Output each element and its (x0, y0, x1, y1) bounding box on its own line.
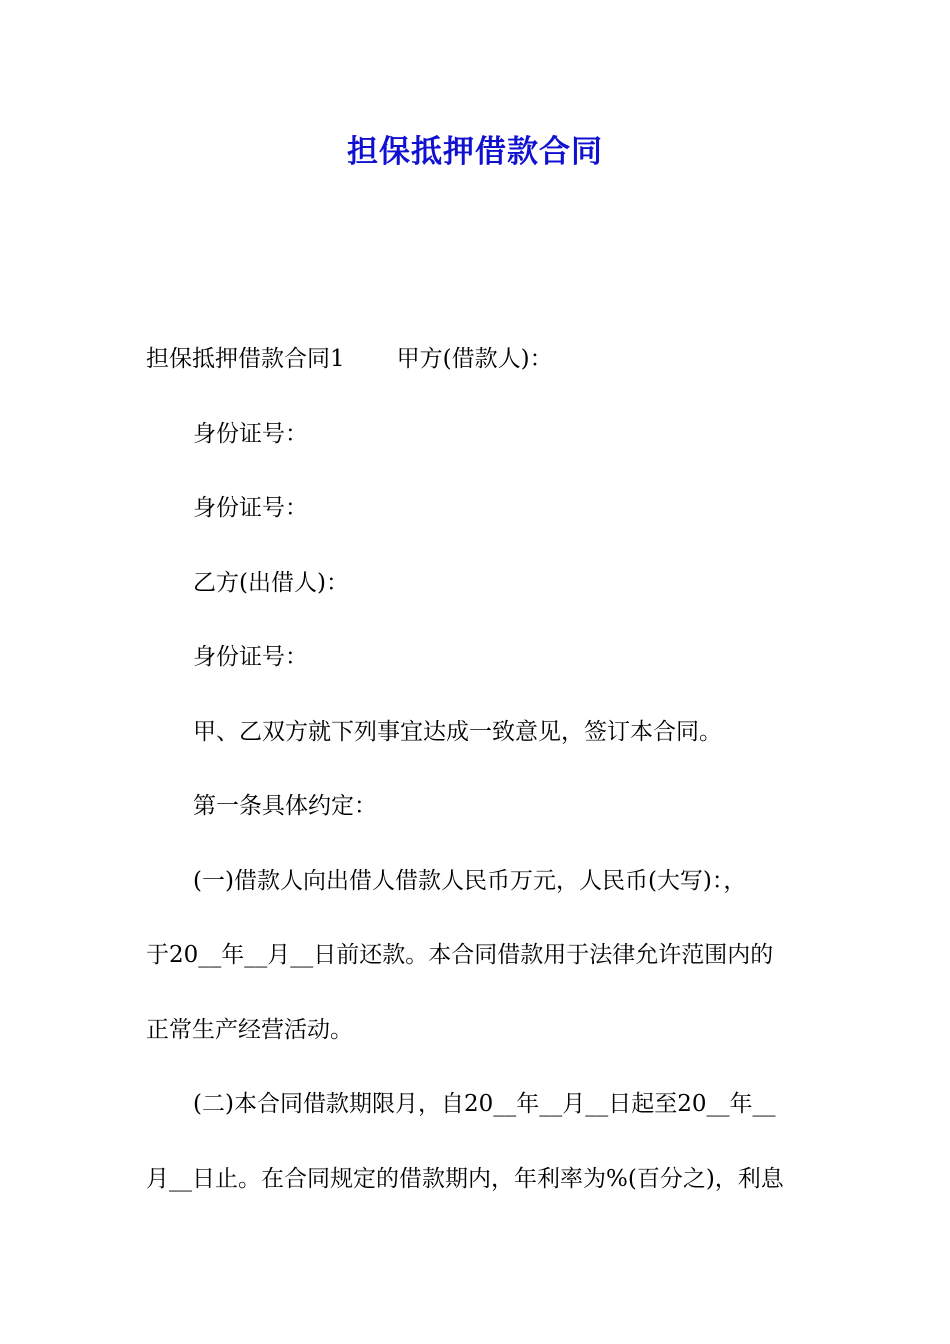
party-b-id-line: 身份证号： (193, 644, 308, 670)
agreement-statement: 甲、乙双方就下列事宜达成一致意见，签订本合同。 (193, 719, 722, 745)
clause-one-line-3: 正常生产经营活动。 (146, 1017, 353, 1043)
clause-one-line-1: (一)借款人向出借人借款人民币万元，人民币(大写)：， (193, 868, 747, 894)
party-b-label: 乙方(出借人)： (193, 570, 349, 596)
document-title: 担保抵押借款合同 (347, 134, 603, 170)
heading-line (146, 341, 553, 377)
clause-two-line-2: 月__日止。在合同规定的借款期内，年利率为%(百分之)，利息 (146, 1166, 784, 1192)
party-a-id-line: 身份证号： (193, 421, 308, 447)
party-a-id-line-2: 身份证号： (193, 495, 308, 521)
clause-two-line-1: (二)本合同借款期限月，自20__年__月__日起至20__年__ (193, 1091, 776, 1117)
party-a-label: 甲方(借款人)： (396, 346, 553, 372)
clause-one-line-2: 于20__年__月__日前还款。本合同借款用于法律允许范围内的 (146, 942, 774, 968)
article-one-heading: 第一条具体约定： (193, 793, 377, 819)
contract-number-text: 担保抵押借款合同1 (146, 346, 345, 372)
